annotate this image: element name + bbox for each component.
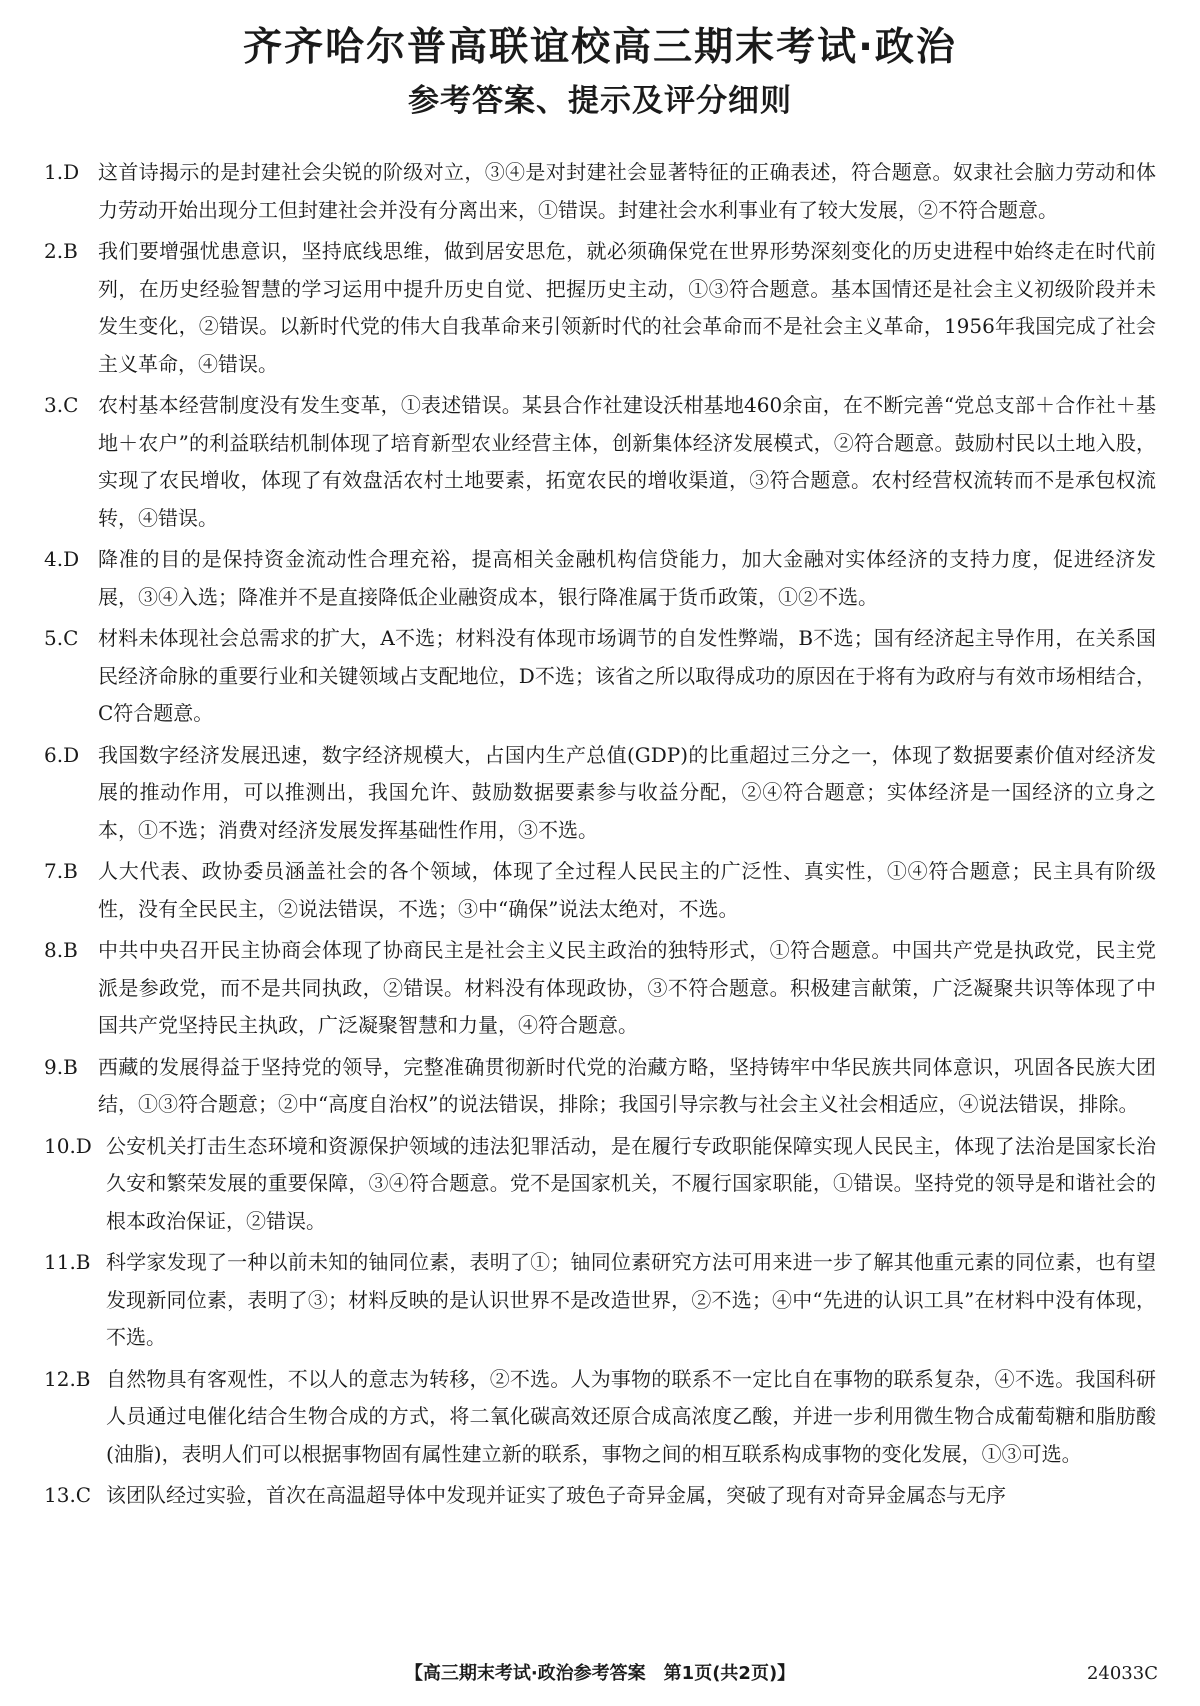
answer-item-13 [44, 1477, 1156, 1515]
answer-explanation: 这首诗揭示的是封建社会尖锐的阶级对立，③④是对封建社会显著特征的正确表述，符合题意。奴隶社会脑力劳动和体力劳动开始出现分工但封建社会并没有分离出来，①错误。封建社会水利事业有了较大发展，②不符合题意。 [98, 160, 1156, 222]
answer-item-1 [44, 154, 1156, 229]
answer-explanation: 降准的目的是保持资金流动性合理充裕，提高相关金融机构信贷能力，加大金融对实体经济的支持力度，促进经济发展，③④入选；降准并不是直接降低企业融资成本，银行降准属于货币政策，①②不选。 [98, 547, 1156, 609]
answer-number: 2.B [44, 239, 78, 263]
answer-item-3 [44, 387, 1156, 537]
answer-number: 6.D [44, 742, 80, 767]
answer-explanation: 西藏的发展得益于坚持党的领导，完整准确贯彻新时代党的治藏方略，坚持铸牢中华民族共同体意识，巩固各民族大团结，①③符合题意；②中“高度自治权”的说法错误，排除；我国引导宗教与社会主义社会相适应，④说法错误，排除。 [98, 1054, 1156, 1116]
answer-number: 3.C [44, 393, 79, 417]
page-footer [0, 1656, 1200, 1692]
answer-number: 9.B [44, 1054, 78, 1079]
answer-number: 1.D [44, 160, 80, 184]
answer-item-7 [44, 853, 1156, 928]
answer-explanation: 科学家发现了一种以前未知的铀同位素，表明了①；铀同位素研究方法可用来进一步了解其他重元素的同位素，也有望发现新同位素，表明了③；材料反映的是认识世界不是改造世界，②不选；④中“先进的认识工具”在材料中没有体现，不选。 [106, 1250, 1156, 1349]
answer-number: 5.C [44, 626, 79, 650]
footer-page-info: 【高三期末考试·政治参考答案 第1页(共2页)】 [404, 1663, 796, 1684]
answer-list [44, 154, 1156, 1519]
answer-item-8 [44, 932, 1156, 1045]
answer-item-4 [44, 541, 1156, 616]
answer-explanation: 公安机关打击生态环境和资源保护领域的违法犯罪活动，是在履行专政职能保障实现人民民主，体现了法治是国家长治久安和繁荣发展的重要保障，③④符合题意。党不是国家机关，不履行国家职能，①错误。坚持党的领导是和谐社会的根本政治保证，②错误。 [106, 1133, 1156, 1233]
answer-explanation: 该团队经过实验，首次在高温超导体中发现并证实了玻色子奇异金属，突破了现有对奇异金属态与无序 [106, 1483, 1006, 1507]
answer-number: 13.C [44, 1483, 92, 1507]
page-subtitle: 参考答案、提示及评分细则 [408, 83, 792, 119]
answer-item-12 [44, 1361, 1156, 1474]
answer-explanation: 人大代表、政协委员涵盖社会的各个领域，体现了全过程人民民主的广泛性、真实性，①④符合题意；民主具有阶级性，没有全民民主，②说法错误，不选；③中“确保”说法太绝对，不选。 [98, 859, 1156, 921]
answer-number: 11.B [44, 1250, 91, 1274]
answer-number: 8.B [44, 938, 78, 962]
answer-explanation: 我国数字经济发展迅速，数字经济规模大，占国内生产总值(GDP)的比重超过三分之一，体现了数据要素价值对经济发展的推动作用，可以推测出，我国允许、鼓励数据要素参与收益分配，②④符合题意；实体经济是一国经济的立身之本，①不选；消费对经济发展发挥基础性作用，③不选。 [98, 742, 1156, 842]
answer-item-2 [44, 233, 1156, 383]
answer-item-9 [44, 1049, 1156, 1124]
answer-item-10 [44, 1128, 1156, 1241]
answer-item-6 [44, 737, 1156, 850]
answer-number: 7.B [44, 859, 78, 883]
answer-explanation: 我们要增强忧患意识，坚持底线思维，做到居安思危，就必须确保党在世界形势深刻变化的历史进程中始终走在时代前列，在历史经验智慧的学习运用中提升历史自觉、把握历史主动，①③符合题意。基本国情还是社会主义初级阶段并未发生变化，②错误。以新时代党的伟大自我革命来引领新时代的社会革命而不是社会主义革命，1956年我国完成了社会主义革命，④错误。 [98, 239, 1156, 376]
answer-explanation: 材料未体现社会总需求的扩大，A不选；材料没有体现市场调节的自发性弊端，B不选；国有经济起主导作用，在关系国民经济命脉的重要行业和关键领域占支配地位，D不选；该省之所以取得成功的原因在于将有为政府与有效市场相结合，C符合题意。 [98, 626, 1156, 725]
answer-explanation: 自然物具有客观性，不以人的意志为转移，②不选。人为事物的联系不一定比自在事物的联系复杂，④不选。我国科研人员通过电催化结合生物合成的方式，将二氧化碳高效还原合成高浓度乙酸，并进一步利用微生物合成葡萄糖和脂肪酸(油脂)，表明人们可以根据事物固有属性建立新的联系，事物之间的相互联系构成事物的变化发展，①③可选。 [106, 1366, 1156, 1466]
page-title: 齐齐哈尔普高联谊校高三期末考试·政治 [243, 25, 957, 70]
answer-item-11 [44, 1244, 1156, 1357]
answer-item-5 [44, 620, 1156, 733]
answer-explanation: 农村基本经营制度没有发生变革，①表述错误。某县合作社建设沃柑基地460余亩，在不断完善“党总支部＋合作社＋基地＋农户”的利益联结机制体现了培育新型农业经营主体，创新集体经济发展模式，②符合题意。鼓励村民以土地入股，实现了农民增收，体现了有效盘活农村土地要素，拓宽农民的增收渠道，③符合题意。农村经营权流转而不是承包权流转，④错误。 [98, 393, 1156, 530]
footer-paper-code: 24033C [1086, 1663, 1158, 1684]
answer-number: 12.B [44, 1366, 91, 1391]
answer-number: 4.D [44, 547, 80, 571]
answer-number: 10.D [44, 1133, 92, 1158]
answer-explanation: 中共中央召开民主协商会体现了协商民主是社会主义民主政治的独特形式，①符合题意。中国共产党是执政党，民主党派是参政党，而不是共同执政，②错误。材料没有体现政协，③不符合题意。积极建言献策，广泛凝聚共识等体现了中国共产党坚持民主执政，广泛凝聚智慧和力量，④符合题意。 [98, 938, 1156, 1037]
